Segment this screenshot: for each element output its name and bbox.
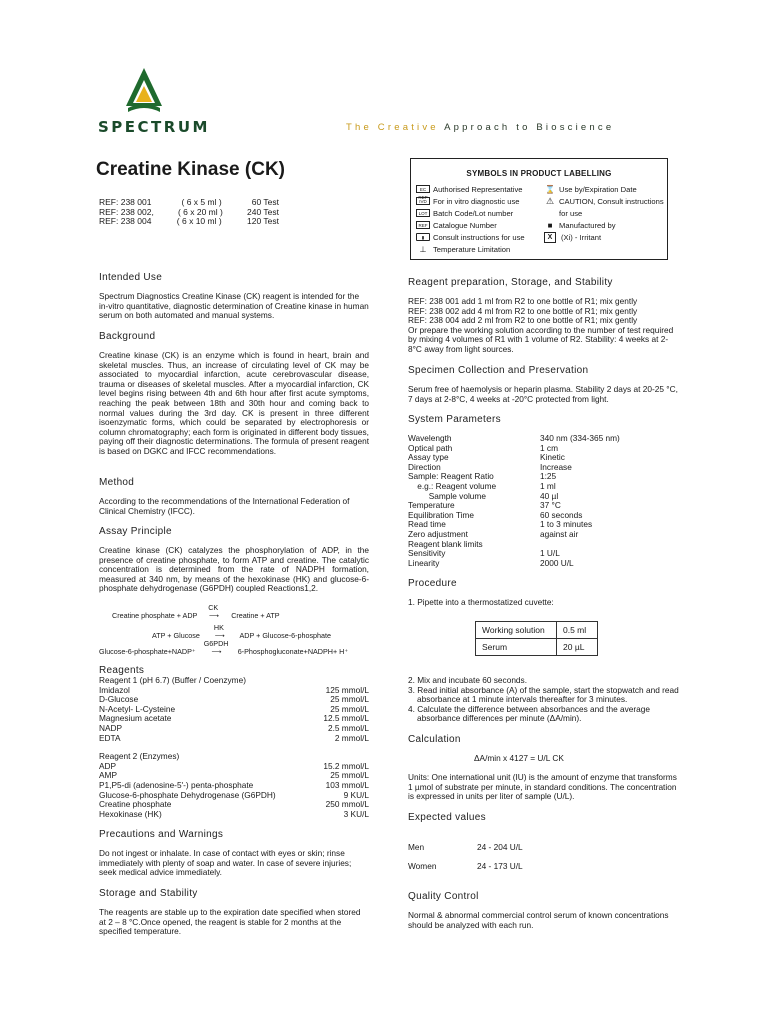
param-row: Sample volume 40 µl bbox=[408, 490, 559, 501]
method-text: According to the recommendations of the International Federation of Clinical Chemistry (IFCC). bbox=[99, 496, 350, 516]
param-row: Assay type Kinetic bbox=[408, 452, 565, 463]
book-icon: ▮ bbox=[416, 233, 430, 241]
tagline-part-a: The Creative bbox=[346, 122, 439, 133]
lot-icon: LOT bbox=[416, 209, 430, 217]
storage-text: The reagents are stable up to the expiration date specified when stored at 2 – 8 °C.Once opened, the reagent is stable for 2 months at the specified temperature. bbox=[99, 907, 361, 937]
system-params-table bbox=[408, 434, 678, 568]
reagent2-title: Reagent 2 (Enzymes) bbox=[99, 751, 180, 762]
param-row: Optical path 1 cm bbox=[408, 442, 558, 453]
caution-icon: ⚠ bbox=[545, 195, 555, 206]
method-heading: Method bbox=[99, 477, 135, 488]
expected-row: Men 24 - 204 U/L bbox=[408, 842, 523, 852]
expected-values bbox=[408, 843, 608, 871]
procedure-step: 4. Calculate the difference between absorbances and the average absorbance differences per minute (ΔA/min). bbox=[408, 703, 651, 724]
ref-list bbox=[99, 198, 279, 227]
table-row: Serum 20 µL bbox=[476, 639, 598, 656]
reagent-row: EDTA 2 mmol/L bbox=[99, 732, 369, 743]
param-row: Direction Increase bbox=[408, 461, 572, 472]
expected-row: Women 24 - 173 U/L bbox=[408, 860, 523, 871]
procedure-heading: Procedure bbox=[408, 578, 457, 589]
reagent-row: P1,P5-di (adenosine-5'-) penta-phosphate 103 mmol/L bbox=[99, 779, 369, 790]
param-row: Zero adjustment against air bbox=[408, 528, 579, 539]
reagent-row: Imidazol 125 mmol/L bbox=[99, 684, 369, 695]
reagents-list bbox=[99, 676, 369, 819]
intended-use-heading: Intended Use bbox=[99, 272, 163, 283]
reagent-row: D-Glucose 25 mmol/L bbox=[99, 694, 369, 705]
ivd-icon: IVD bbox=[416, 197, 430, 205]
symbols-box bbox=[410, 158, 668, 260]
ec-rep-icon: EC REP bbox=[416, 185, 430, 193]
tagline-part-b: Approach to Bioscience bbox=[444, 122, 615, 133]
reaction-1: Creatine phosphate + ADP CK ⟶ Creatine + ATP bbox=[112, 603, 280, 620]
symbol-item: for use bbox=[559, 208, 583, 218]
reaction-3: Glucose-6-phosphate+NADP⁺ G6PDH ⟶ 6-Phosphogluconate+NADPH+ H⁺ bbox=[99, 639, 349, 656]
qc-text: Normal & abnormal commercial control serum of known concentrations should be analyzed with each run. bbox=[408, 910, 669, 930]
symbol-item: ⌛ Use by/Expiration Date bbox=[545, 184, 637, 194]
param-row: Wavelength 340 nm (334-365 nm) bbox=[408, 433, 620, 443]
symbol-item: EC REP Authorised Representative bbox=[416, 183, 544, 195]
storage-heading: Storage and Stability bbox=[99, 888, 198, 899]
intended-use-text: Spectrum Diagnostics Creatine Kinase (CK) reagent is intended for the in-vitro quantitative, diagnostic determination of Creatine kinase in human serum on both automated and manual systems. bbox=[99, 291, 369, 321]
symbol-item: ■ Manufactured by bbox=[544, 219, 664, 231]
procedure-step-1: 1. Pipette into a thermostatized cuvette: bbox=[408, 597, 554, 607]
irritant-icon: X bbox=[544, 232, 556, 243]
procedure-steps bbox=[408, 676, 680, 724]
prep-text: REF: 238 001 add 1 ml from R2 to one bottle of R1; mix gently REF: 238 002 add 4 ml from R2 to one bottle of R1; mix gently REF: 238 004 add 2 ml from R2 to one bottle of R1; mix gently Or prepare the working solution according to the number of test required by mixing 4 volumes of R1 with 1 volume of R2. Stability: 4 weeks at 2-8°C away from light sources. bbox=[408, 296, 674, 354]
calculation-formula: ΔA/min x 4127 = U/L CK bbox=[474, 753, 564, 763]
symbol-item: IVD For in vitro diagnostic use bbox=[416, 195, 544, 207]
prep-heading: Reagent preparation, Storage, and Stability bbox=[408, 277, 613, 288]
symbols-title: SYMBOLS IN PRODUCT LABELLING bbox=[466, 169, 612, 178]
expected-heading: Expected values bbox=[408, 812, 486, 823]
hourglass-icon: ⌛ bbox=[545, 184, 555, 194]
qc-heading: Quality Control bbox=[408, 891, 479, 902]
background-heading: Background bbox=[99, 331, 156, 342]
reagent-row: Hexokinase (HK) 3 KU/L bbox=[99, 808, 369, 819]
brand-name: SPECTRUM bbox=[98, 118, 210, 136]
reagent1-title: Reagent 1 (pH 6.7) (Buffer / Coenzyme) bbox=[99, 675, 246, 685]
brand-tagline bbox=[346, 122, 614, 133]
ref-row: REF: 238 004 ( 6 x 10 ml ) 120 Test bbox=[99, 216, 279, 226]
spectrum-logo-icon bbox=[124, 66, 164, 118]
calculation-text: Units: One international unit (IU) is the amount of enzyme that transforms 1 µmol of substrate per minute, in standard conditions. The concentration is expressed in units per liter of sample (U/L). bbox=[408, 772, 677, 802]
param-row: Linearity 2000 U/L bbox=[408, 557, 574, 568]
param-row: Read time 1 to 3 minutes bbox=[408, 519, 593, 530]
symbol-item: ⚠ CAUTION, Consult instructions bbox=[545, 195, 664, 206]
pipette-table bbox=[475, 621, 598, 656]
precautions-text: Do not ingest or inhalate. In case of contact with eyes or skin; rinse immediately with plenty of soap and water. In case of severe injuries; seek medical advice immediately. bbox=[99, 848, 352, 878]
calculation-heading: Calculation bbox=[408, 734, 461, 745]
symbol-item: REF Catalogue Number bbox=[416, 219, 544, 231]
assay-text: Creatine kinase (CK) catalyzes the phosphorylation of ADP, in the presence of creatine phosphate, to form ATP and creatine. The catalytic concentration is determined from the rate of NADPH formation, measured at 340 nm, by means of the hexokinase (HK) and glucose-6-phosphate dehydrogenase (G6PDH) coupled Reactions1,2. bbox=[99, 545, 369, 594]
symbol-item: ▮ Consult instructions for use bbox=[416, 231, 544, 243]
ref-icon: REF bbox=[416, 221, 430, 229]
specimen-text: Serum free of haemolysis or heparin plasma. Stability 2 days at 20-25 °C, 7 days at 2-8°C, 4 weeks at -20°C protected from light. bbox=[408, 384, 678, 404]
assay-heading: Assay Principle bbox=[99, 526, 172, 537]
background-text: Creatine kinase (CK) is an enzyme which is found in heart, brain and skeletal muscles. Thus, an increase of circulating level of CK may be associated to myocardial infarction, acute cerebrovascular disease, trauma or diseases of skeletal muscles. After a myocardial infarction, CK level begins rising between 4th and 6th hour after first acute symptoms, reaching the peak between 18th and 30th hour and coming back to normal values during the 3rd day. CK is present in three different isoenzymatic forms, which could be separated by electrophoresis or column chromatography; each form is originated in different body tissues, paying off their diagnostic determinations. The formula of present reagent is based on DGKC and IFCC recommendations. bbox=[99, 350, 369, 456]
ref-row: REF: 238 001 ( 6 x 5 ml ) 60 Test bbox=[99, 197, 279, 207]
factory-icon: ■ bbox=[547, 220, 553, 230]
reaction-2: ATP + Glucose HK ⟶ ADP + Glucose-6-phosphate bbox=[152, 623, 332, 640]
reagent-row: Magnesium acetate 12.5 mmol/L bbox=[99, 713, 369, 724]
specimen-heading: Specimen Collection and Preservation bbox=[408, 365, 589, 376]
param-row: Reagent blank limits bbox=[408, 538, 483, 549]
symbol-item: ⊥ Temperature Limitation bbox=[416, 243, 544, 255]
reagent-row: Creatine phosphate 250 mmol/L bbox=[99, 799, 369, 810]
system-params-heading: System Parameters bbox=[408, 414, 501, 425]
symbol-item: X (Xi) - Irritant bbox=[544, 231, 664, 243]
page-title: Creatine Kinase (CK) bbox=[96, 159, 285, 180]
param-row: Equilibration Time 60 seconds bbox=[408, 509, 583, 520]
param-row: Sample: Reagent Ratio 1:25 bbox=[408, 471, 557, 482]
procedure-step: 2. Mix and incubate 60 seconds. bbox=[408, 675, 527, 685]
reagent-row: NADP 2.5 mmol/L bbox=[99, 722, 369, 733]
ref-row: REF: 238 002, ( 6 x 20 ml ) 240 Test bbox=[99, 206, 279, 217]
reagents-heading: Reagents bbox=[99, 665, 145, 676]
param-row: e.g.: Reagent volume 1 ml bbox=[408, 480, 556, 491]
param-row: Temperature 37 °C bbox=[408, 500, 561, 511]
table-row: Working solution 0.5 ml bbox=[476, 622, 598, 639]
procedure-step: 3. Read initial absorbance (A) of the sample, start the stopwatch and read absorbance at 1 minute intervals thereafter for 3 minutes. bbox=[408, 684, 679, 705]
param-row: Sensitivity 1 U/L bbox=[408, 548, 560, 559]
reagent-row: ADP 15.2 mmol/L bbox=[99, 760, 369, 771]
precautions-heading: Precautions and Warnings bbox=[99, 829, 224, 840]
reagent-row: AMP 25 mmol/L bbox=[99, 770, 369, 781]
thermometer-icon: ⊥ bbox=[419, 244, 427, 254]
reagent-row: N-Acetyl- L-Cysteine 25 mmol/L bbox=[99, 703, 369, 714]
symbol-item: LOT Batch Code/Lot number bbox=[416, 207, 544, 219]
reagent-row: Glucose-6-phosphate Dehydrogenase (G6PDH) 9 KU/L bbox=[99, 789, 369, 800]
